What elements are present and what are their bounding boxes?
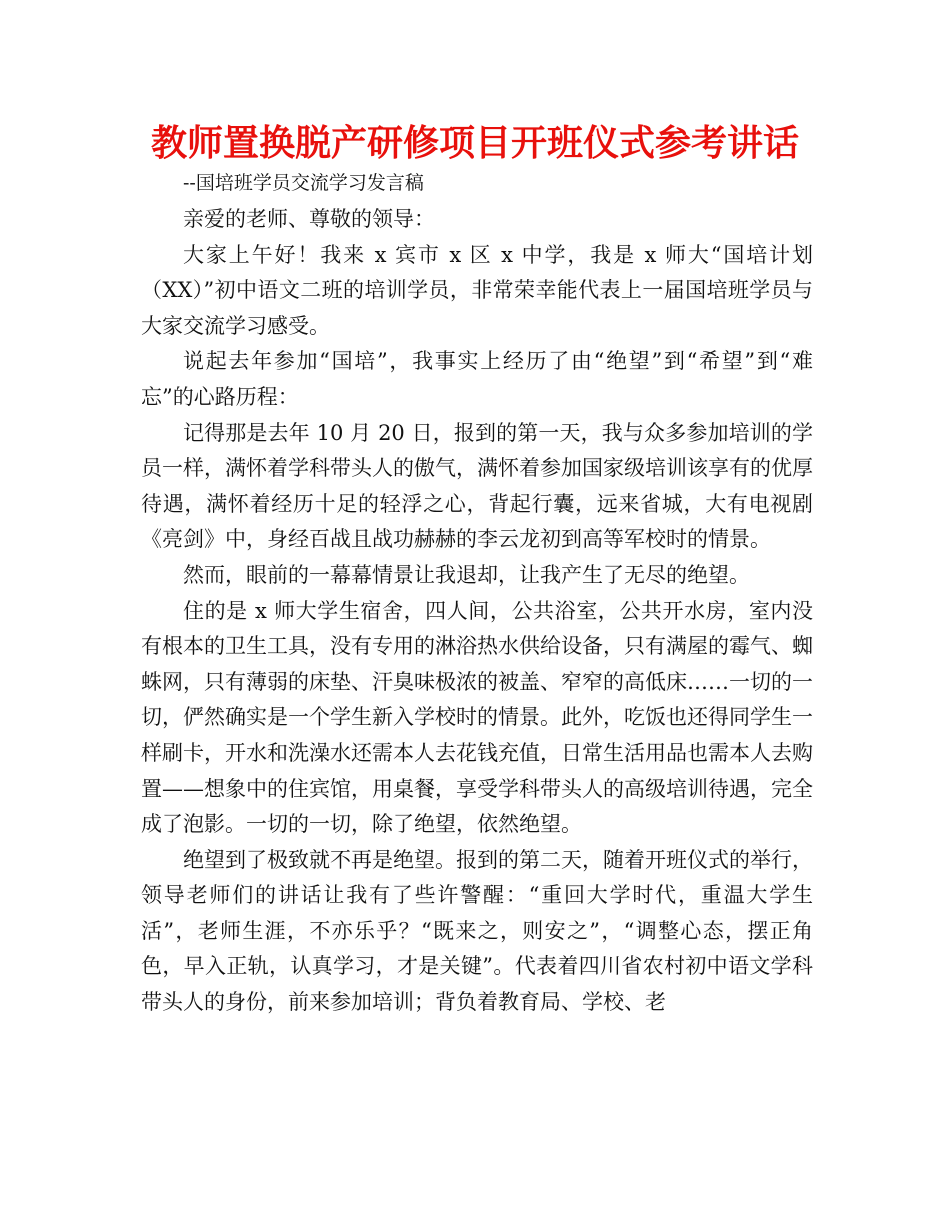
- paragraph: 然而，眼前的一幕幕情景让我退却，让我产生了无尽的绝望。: [183, 562, 750, 587]
- salutation: 亲爱的老师、尊敬的领导：: [183, 207, 435, 231]
- paragraph: 大家上午好！我来 x 宾市 x 区 x 中学，我是 x 师大“国培计划（XX）”初中语文二班的培训学员，非常荣幸能代表上一届国培班学员与大家交流学习感受。: [141, 242, 813, 338]
- paragraph: 绝望到了极致就不再是绝望。报到的第二天，随着开班仪式的举行，领导老师们的讲话让我有了些许警醒：“重回大学时代，重温大学生活”，老师生涯，不亦乐乎？“既来之，则安之”，“调整心态，摆正角色，早入正轨，认真学习，才是关键”。代表着四川省农村初中语文学科带头人的身份，前来参加培训；背负着教育局、学校、老: [141, 847, 813, 1015]
- document-body: [141, 202, 813, 1021]
- paragraph: 记得那是去年 10 月 20 日，报到的第一天，我与众多参加培训的学员一样，满怀着学科带头人的傲气，满怀着参加国家级培训该享有的优厚待遇，满怀着经历十足的轻浮之心，背起行囊，远来省城，大有电视剧《亮剑》中，身经百战且战功赫赫的李云龙初到高等军校时的情景。: [141, 420, 813, 552]
- document-subtitle: --国培班学员交流学习发言稿: [183, 172, 424, 194]
- document-title: 教师置换脱产研修项目开班仪式参考讲话: [150, 123, 799, 164]
- paragraph: 住的是 x 师大学生宿舍，四人间，公共浴室，公共开水房，室内没有根本的卫生工具，没有专用的淋浴热水供给设备，只有满屋的霉气、蜘蛛网，只有薄弱的床垫、汗臭味极浓的被盖、窄窄的高低床……一切的一切，俨然确实是一个学生新入学校时的情景。此外，吃饭也还得同学生一样刷卡，开水和洗澡水还需本人去花钱充值，日常生活用品也需本人去购置——想象中的住宾馆，用桌餐，享受学科带头人的高级培训待遇，完全成了泡影。一切的一切，除了绝望，依然绝望。: [141, 598, 813, 837]
- paragraph: 说起去年参加“国培”，我事实上经历了由“绝望”到“希望”到“难忘”的心路历程：: [141, 349, 813, 409]
